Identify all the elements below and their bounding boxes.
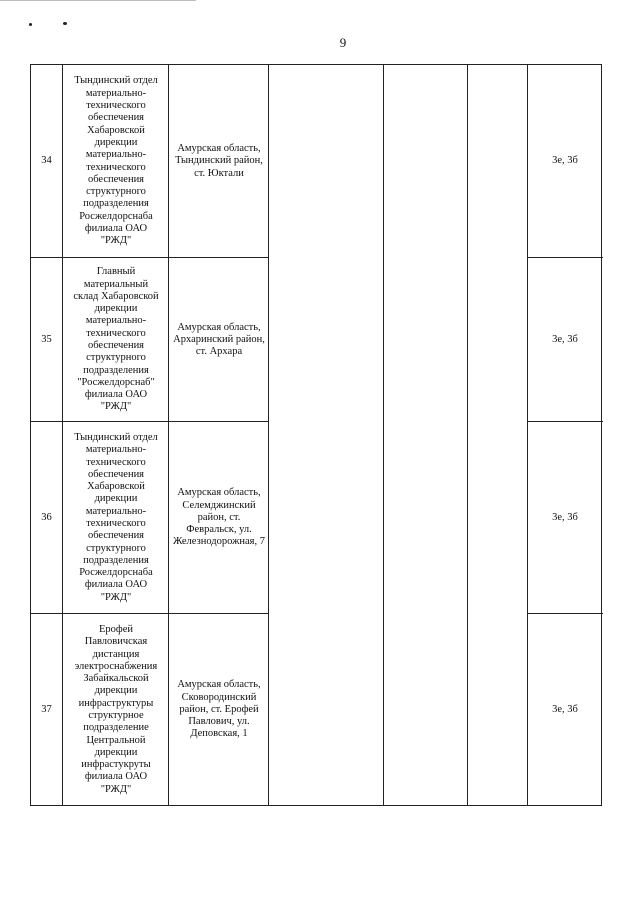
- table-row: [31, 258, 601, 422]
- row-number: 34: [41, 155, 52, 167]
- scan-edge-line: [0, 0, 196, 1]
- scan-speck: [63, 22, 67, 25]
- organization-name: Тындинский отдел материально-технического обеспечения Хабаровской дирекции материально-технического обеспечения структурного подразделения Росжелдорснаба филиала ОАО "РЖД": [74, 431, 158, 603]
- organization-name: Главный материальный склад Хабаровской дирекции материально-технического обеспечения структурного подразделения "Росжелдорснаб" филиала ОАО "РЖД": [73, 266, 159, 413]
- category-code: 3е, 3б: [552, 333, 578, 345]
- table-row: [31, 422, 601, 614]
- address: Амурская область, Тындинский район, ст. Юктали: [175, 143, 263, 179]
- address: Амурская область, Архаринский район, ст. Архара: [173, 321, 265, 358]
- row-number: 35: [41, 333, 52, 345]
- table-row: [31, 614, 601, 806]
- category-code: 3е, 3б: [552, 155, 578, 167]
- row-number: 37: [41, 703, 52, 715]
- organization-name: Ерофей Павловичская дистанция электроснабжения Забайкальской дирекции инфраструктуры структурное подразделение Центральной дирекции инфрастукруты филиала ОАО "РЖД": [74, 623, 158, 795]
- category-code: 3е, 3б: [552, 511, 578, 523]
- table-row: [31, 65, 601, 258]
- category-code: 3е, 3б: [552, 703, 578, 715]
- row-number: 36: [41, 511, 52, 523]
- page-number: 9: [339, 35, 347, 50]
- address: Амурская область, Сковородинский район, ст. Ерофей Павлович, ул. Деповская, 1: [177, 679, 261, 740]
- scan-speck: [29, 23, 32, 26]
- organization-name: Тындинский отдел материально-технического обеспечения Хабаровской дирекции материально-технического обеспечения структурного подразделения Росжелдорснаба филиала ОАО "РЖД": [74, 75, 158, 247]
- address: Амурская область, Селемджинский район, ст. Февральск, ул. Железнодорожная, 7: [173, 487, 265, 548]
- data-table: [30, 64, 602, 806]
